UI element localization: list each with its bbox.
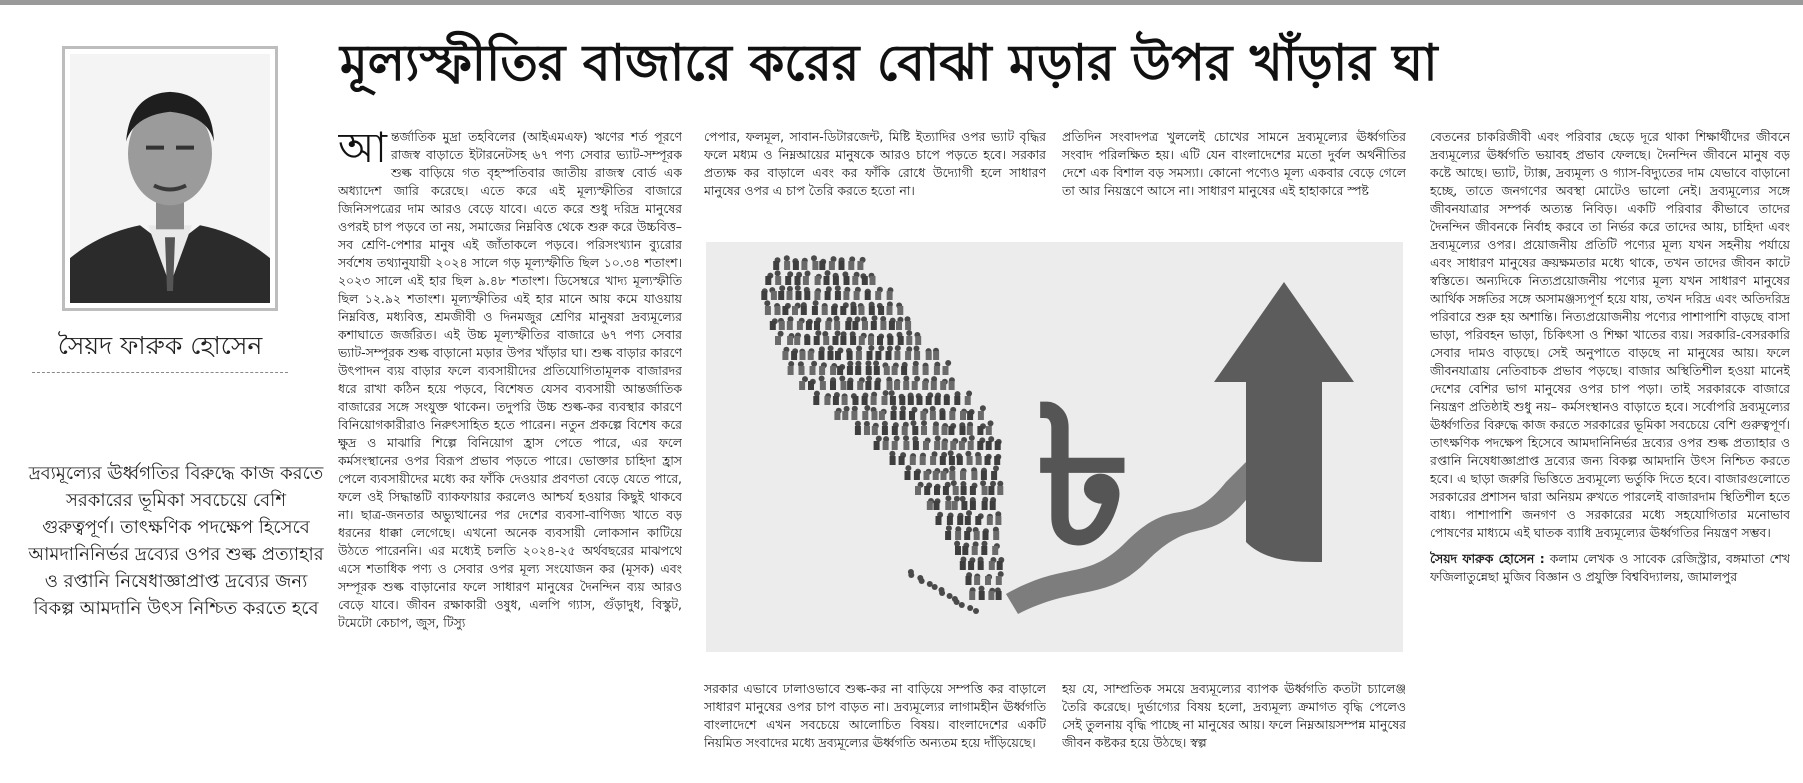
article-column-1 [338,128,682,778]
article-column-3-bottom [1062,680,1406,780]
author-signature [1430,550,1790,586]
headline: মূল্যস্ফীতির বাজারে করের বোঝা মড়ার উপর খাঁড়ার ঘা [340,33,1438,92]
author-divider [32,372,288,373]
article-body-text: সরকার এভাবে ঢালাওভাবে শুল্ক-কর না বাড়িয়ে সম্পত্তি কর বাড়ালে সাধারণ মানুষের ওপর চাপ বাড়ত না। দ্রব্যমূল্যের লাগামহীন ঊর্ধ্বগতি বাংলাদেশে এখন সবচেয়ে আলোচিত বিষয়। বাংলাদেশের একটি নিয়মিত সংবাদের মধ্যে দ্রব্যমূল্যের ঊর্ধ্বগতি অন্যতম হয়ে দাঁড়িয়েছে। [704,681,1046,750]
article-column-2-top [704,128,1046,218]
pull-quote: দ্রব্যমূল্যের ঊর্ধ্বগতির বিরুদ্ধে কাজ করতে সরকারের ভূমিকা সবচেয়ে বেশি গুরুত্বপূর্ণ। তাৎক্ষণিক পদক্ষেপ হিসেবে আমদানিনির্ভর দ্রব্যের ওপর শুল্ক প্রত্যাহার ও রপ্তানি নিষেধাজ্ঞাপ্রাপ্ত দ্রব্যের জন্য বিকল্প আমদানি উৎস নিশ্চিত করতে হবে [28,463,324,619]
drop-cap: আ [338,128,387,172]
article-body-text: প্রতিদিন সংবাদপত্র খুললেই চোখের সামনে দ্রব্যমূল্যের ঊর্ধ্বগতির সংবাদ পরিলক্ষিত হয়। এটি যেন বাংলাদেশের মতো দুর্বল অর্থনীতির দেশে এক বিশাল বড় সমস্যা। কোনো পণ্যেও মূল্য একবার বেড়ে গেলে তা আর নিয়ন্ত্রণে আসে না। সাধারণ মানুষের এই হাহাকারে স্পষ্ট [1062,129,1406,198]
inflation-illustration [706,242,1403,652]
article-body-text: বেতনের চাকরিজীবী এবং পরিবার ছেড়ে দূরে থাকা শিক্ষার্থীদের জীবনে দ্রব্যমূল্যের ঊর্ধ্বগতি ভয়াবহ প্রভাব ফেলছে। দৈনন্দিন জীবনে মানুষ বড় কষ্টে আছে। ভ্যাট, ট্যাক্স, দ্রব্যমূল্য ও গ্যাস-বিদ্যুতের দাম যেভাবে বাড়ানো হচ্ছে, তাতে জনগণের অবস্থা মোটেও ভালো নেই। দ্রব্যমূল্যের সঙ্গে জীবনযাত্রার সম্পর্ক অত্যন্ত নিবিড়। একটি পরিবার কীভাবে তাদের দৈনন্দিন জীবনকে নির্বাহ করবে তা নির্ভর করে তাদের আয়, চাহিদা এবং দ্রব্যমূল্যের ওপর। প্রয়োজনীয় প্রতিটি পণ্যের মূল্য যখন সহনীয় পর্যায়ে এবং সাধারণ মানুষের ক্রয়ক্ষমতার মধ্যে থাকে, তখন তাদের জীবন কাটে স্বস্তিতে। অন্যদিকে নিত্যপ্রয়োজনীয় পণ্যের মূল্য যখন সাধারণ মানুষের আর্থিক সঙ্গতির সঙ্গে অসামঞ্জস্যপূর্ণ হয়ে যায়, তখন দরিদ্র এবং অতিদরিদ্র পরিবারে শুরু হয় অশান্তি। নিত্যপ্রয়োজনীয় পণ্যের পাশাপাশি বাড়ছে বাসা ভাড়া, পরিবহন ভাড়া, চিকিৎসা ও শিক্ষা খাতের ব্যয়। সরকারি-বেসরকারি সেবার দামও বাড়ছে। সেই অনুপাতে বাড়ছে না মানুষের আয়। ফলে জীবনযাত্রায় নেতিবাচক প্রভাব পড়ছে। বাজার অস্থিতিশীল হওয়া মানেই দেশের বেশির ভাগ মানুষের ওপর চাপ পড়া। তাই সরকারকে বাজারে নিয়ন্ত্রণ প্রতিষ্ঠাই শুধু নয়– কর্মসংস্থানও বাড়াতে হবে। সর্বোপরি দ্রব্যমূল্যের ঊর্ধ্বগতির বিরুদ্ধে কাজ করতে সরকারের ভূমিকা সবচেয়ে বেশি গুরুত্বপূর্ণ। তাৎক্ষণিক পদক্ষেপ হিসেবে আমদানিনির্ভর দ্রব্যের ওপর শুল্ক প্রত্যাহার ও রপ্তানি নিষেধাজ্ঞাপ্রাপ্ত দ্রব্যের জন্য বিকল্প আমদানি উৎস নিশ্চিত করতে হবে। এ ছাড়া জরুরি ভিত্তিতে দ্রব্যমূল্যে ভর্তুকি দিতে হবে। বাজারগুলোতে সরকারের প্রশাসন দ্বারা অনিয়ম রুখতে পারলেই বাজারদাম স্থিতিশীল হতে বাধ্য। পাশাপাশি জনগণ ও সরকারের মধ্যে সহযোগিতার মনোভাব পোষণের মাধ্যমে এই ঘাতক ব্যাধি দ্রব্যমূল্যের ঊর্ধ্বগতির নিয়ন্ত্রণ সম্ভব। [1430,129,1790,540]
article-column-4 [1430,128,1790,778]
author-portrait [70,54,270,303]
author-photo-frame [62,46,278,311]
article-body-text: পেপার, ফলমূল, সাবান-ডিটারজেন্ট, মিষ্টি ইত্যাদির ওপর ভ্যাট বৃদ্ধির ফলে মধ্যম ও নিম্নআয়ের মানুষকে আরও চাপে পড়তে হবে। সরকার প্রত্যক্ষ কর বাড়ালে এবং কর ফাঁকি রোধে উদ্যোগী হলে সাধারণ মানুষের ওপর এ চাপ তৈরি করতে হতো না। [704,129,1046,198]
signature-text: কলাম লেখক ও সাবেক রেজিস্ট্রার, বঙ্গমাতা শেখ ফজিলাতুন্নেছা মুজিব বিজ্ঞান ও প্রযুক্তি বিশ্ববিদ্যালয়, জামালপুর [1430,551,1790,584]
article-body-text: ন্তর্জাতিক মুদ্রা তহবিলের (আইএমএফ) ঋণের শর্ত পূরণে রাজস্ব বাড়াতে ইটারনেটসহ ৬৭ পণ্য সেবার ভ্যাট-সম্পূরক শুল্ক বাড়িয়ে গত বৃহস্পতিবার জাতীয় রাজস্ব বোর্ড এক অধ্যাদেশ জারি করেছে। এতে করে এই মূল্যস্ফীতির বাজারে জিনিসপত্রের দাম আরও বেড়ে যাবে। এতে করে শুধু দরিদ্র মানুষের ওপরই চাপ পড়বে তা নয়, সমাজের নিম্নবিত্ত থেকে শুরু করে উচ্চবিত্ত– সব শ্রেণি-পেশার মানুষ এই জাঁতাকলে পড়বে। পরিসংখ্যান ব্যুরোর সর্বশেষ তথ্যানুযায়ী ২০২৪ সালে গড় মূল্যস্ফীতি ছিল ১০.৩৪ শতাংশ। ২০২৩ সালে এই হার ছিল ৯.৪৮ শতাংশ। ডিসেম্বরে খাদ্য মূল্যস্ফীতি ছিল ১২.৯২ শতাংশ। মূল্যস্ফীতির এই হার মানে আয় কমে যাওয়ায় নিম্নবিত্ত, মধ্যবিত্ত, শ্রমজীবী ও দিনমজুর শ্রেণির মানুষরা দ্রব্যমূল্যের কশাঘাতে জর্জরিত। এই উচ্চ মূল্যস্ফীতির বাজারে ৬৭ পণ্য সেবার ভ্যাট-সম্পূরক শুল্ক বাড়ানো মড়ার উপর খাঁড়ার ঘা। শুল্ক বাড়ার কারণে উৎপাদন ব্যয় বাড়ার ফলে ব্যবসায়ীদের প্রতিযোগিতামূলক বাজারদর ধরে রাখা কঠিন হয়ে পড়বে, বিশেষত যেসব ব্যবসায়ী আন্তর্জাতিক বাজারের সঙ্গে সংযুক্ত থাকেন। তদুপরি উচ্চ শুল্ক-কর ব্যবস্থার কারণে বিনিয়োগকারীরাও নিরুৎসাহিত হতে পারেন। নতুন প্রকল্পে বিশেষ করে ক্ষুদ্র ও মাঝারি শিল্পে বিনিয়োগ হ্রাস পেতে পারে, এর ফলে কর্মসংস্থানের ওপর বিরূপ প্রভাব পড়তে পারে। ভোক্তার চাহিদা হ্রাস পেলে ব্যবসায়ীদের মধ্যে কর ফাঁকি দেওয়ার প্রবণতা বেড়ে যেতে পারে, ফলে ওই সিদ্ধান্তটি ব্যাকফায়ার করলেও আশ্চর্য হওয়ার কিছুই থাকবে না। ছাত্র-জনতার অভ্যুত্থানের পর দেশের ব্যবসা-বাণিজ্য খাতে বড় ধরনের ধাক্কা লেগেছে। এখনো অনেক ব্যবসায়ী লোকসান কাটিয়ে উঠতে পারেননি। এর মধ্যেই চলতি ২০২৪-২৫ অর্থবছরের মাঝপথে এসে শতাধিক পণ্য ও সেবার ওপর মূল্য সংযোজন কর (মূসক) এবং সম্পূরক শুল্ক বাড়ানোর ফলে সাধারণ মানুষের দৈনন্দিন ব্যয় আরও বেড়ে যাবে। জীবন রক্ষাকারী ওষুধ, এলপি গ্যাস, গুঁড়াদুধ, বিস্কুট, টমেটো কেচাপ, জুস, টিস্যু [338,129,682,630]
article-column-2-bottom [704,680,1046,780]
signature-label: সৈয়দ ফারুক হোসেন : [1430,551,1545,566]
author-name: সৈয়দ ফারুক হোসেন [57,331,263,360]
article-body-text: হয় যে, সাম্প্রতিক সময়ে দ্রব্যমূল্যের ব্যাপক ঊর্ধ্বগতি কতটা চ্যালেঞ্জ তৈরি করেছে। দুর্ভাগ্যের বিষয় হলো, দ্রব্যমূল্য ক্রমাগত বৃদ্ধি পেলেও সেই তুলনায় বৃদ্ধি পাচ্ছে না মানুষের আয়। ফলে নিম্নআয়সম্পন্ন মানুষের জীবন কষ্টকর হয়ে উঠছে। স্বল্প [1062,681,1406,750]
inflation-graphic [706,242,1403,652]
top-rule [0,0,1803,5]
article-column-3-top [1062,128,1406,218]
taka-symbol: ৳ [1036,366,1131,587]
